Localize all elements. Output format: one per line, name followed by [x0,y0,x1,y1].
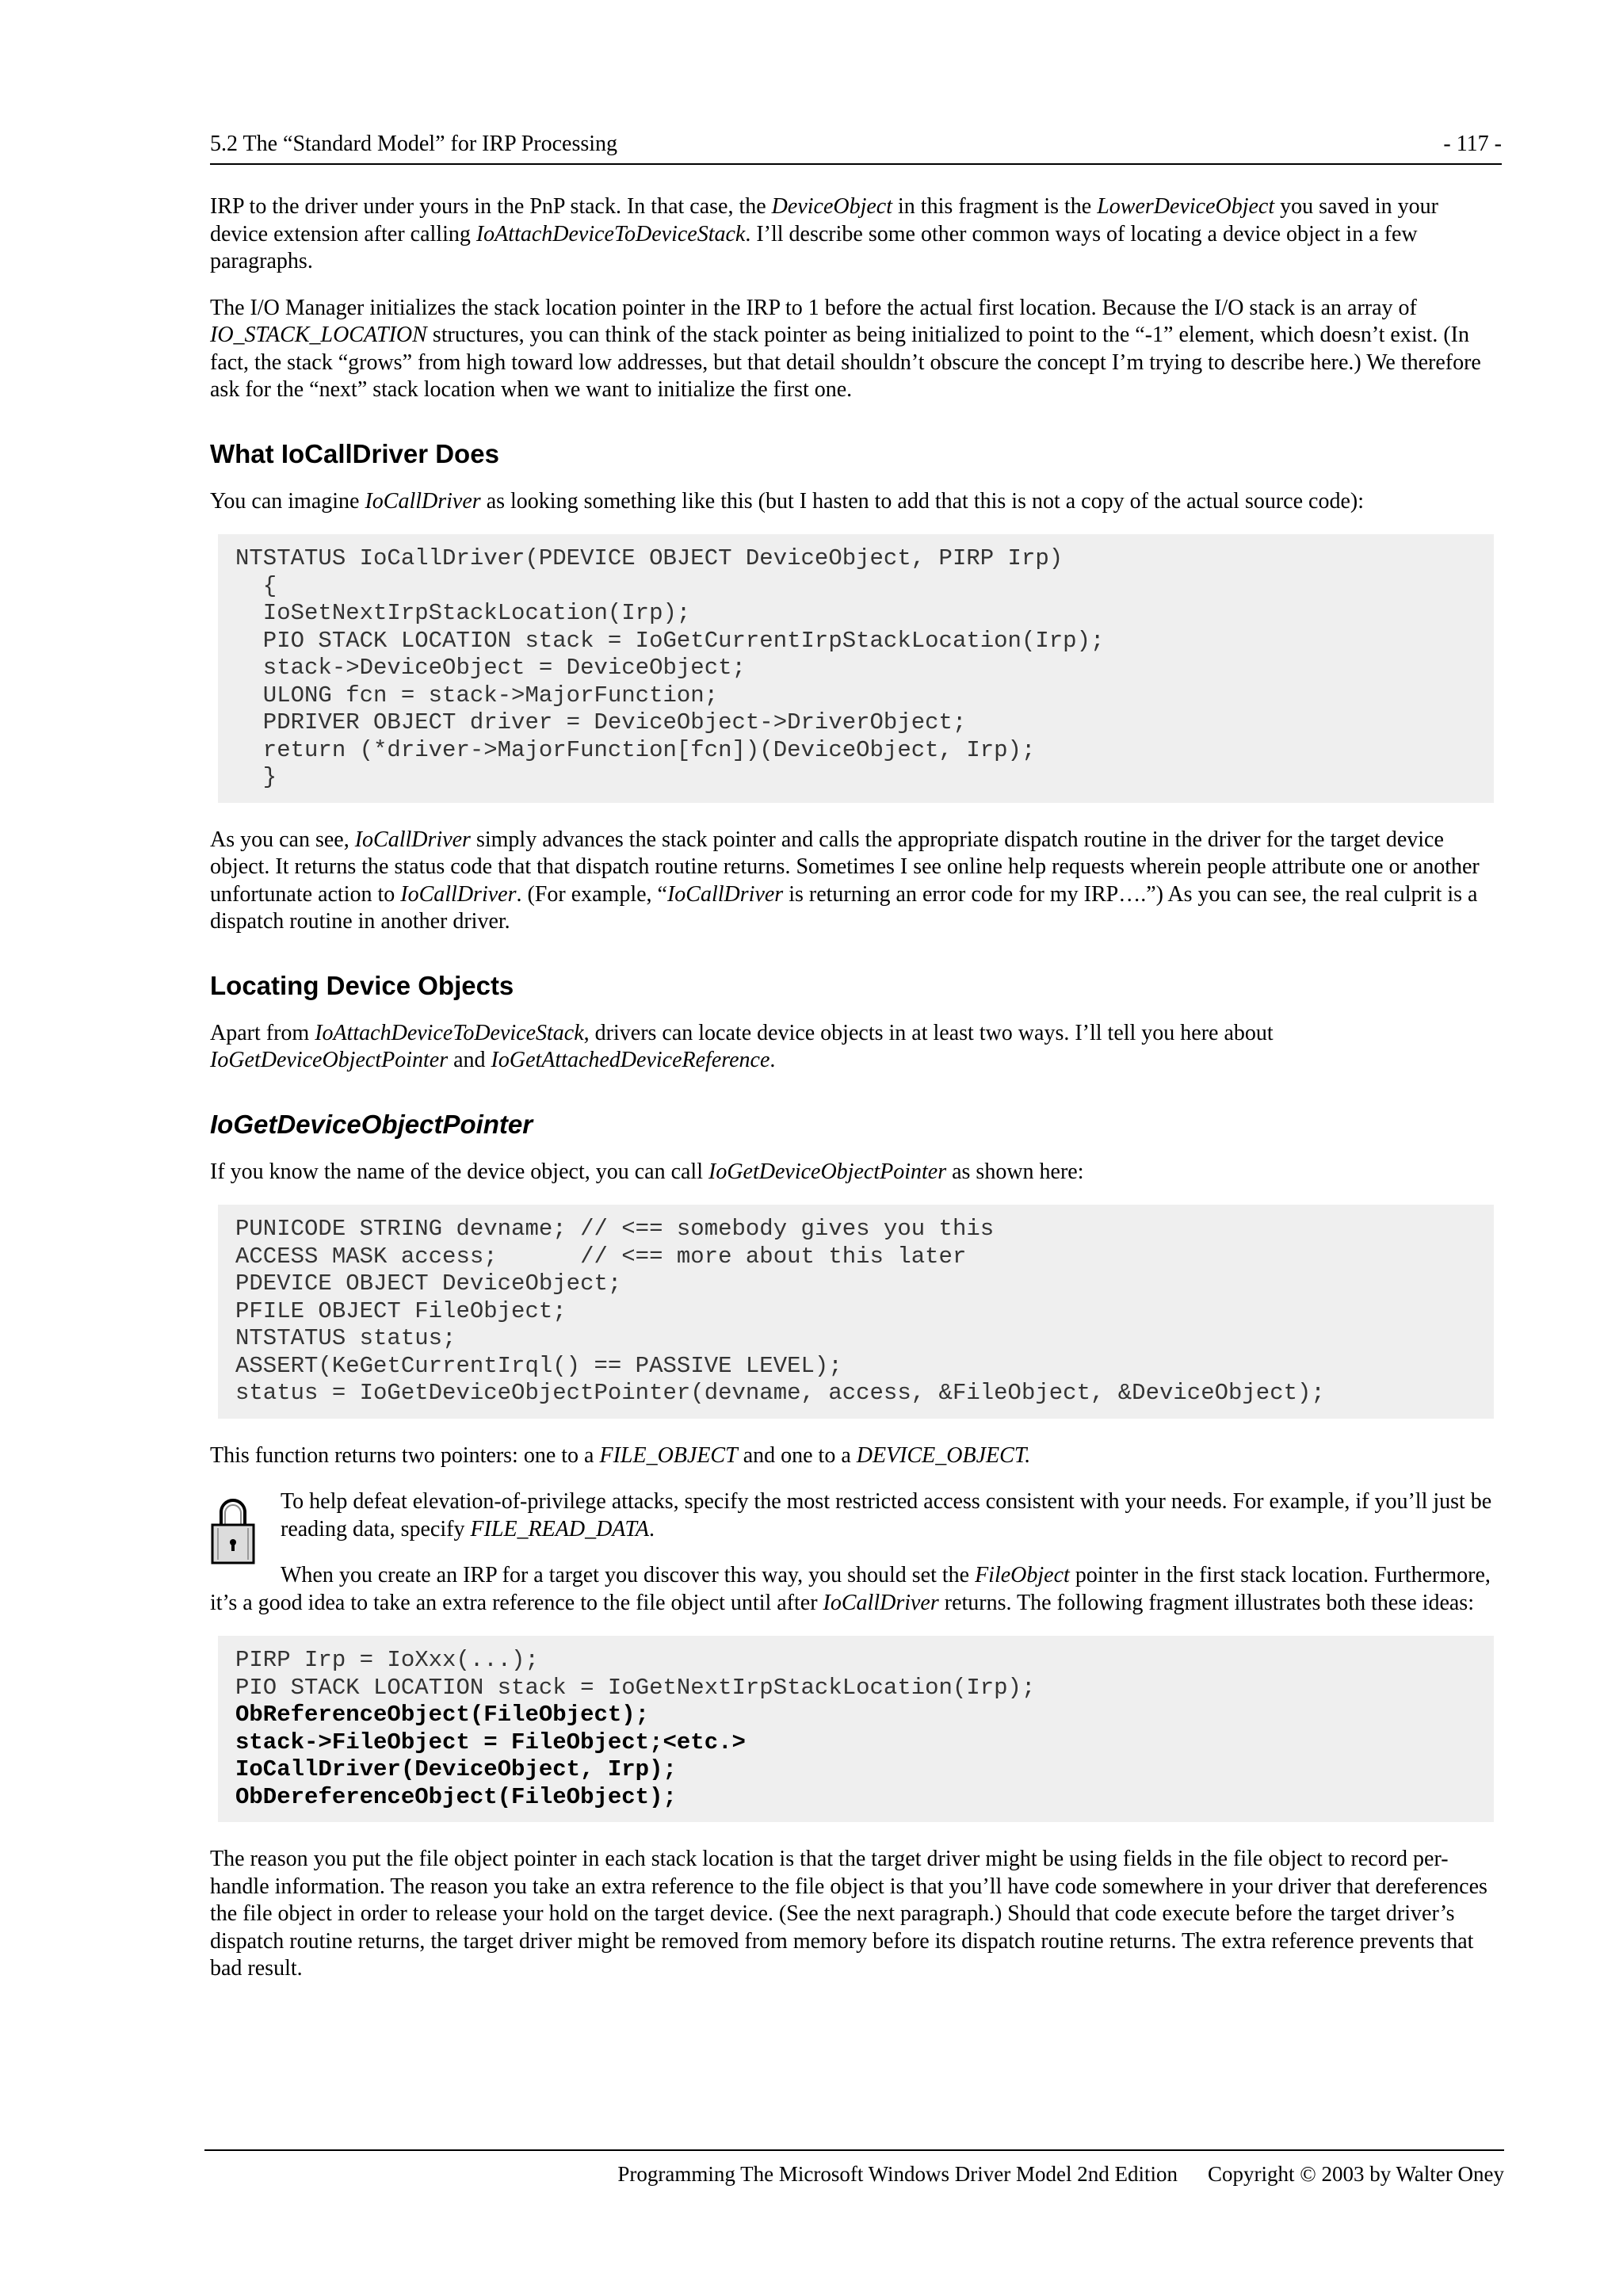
code-line: ObDereferenceObject(FileObject); [235,1783,677,1810]
code-line: PIRP Irp = IoXxx(...); [235,1647,539,1673]
text-run: If you know the name of the device object, you can call [210,1159,708,1184]
text-run: simply advances the stack pointer and calls the appropriate dispatch routine in the driver for the target device object. It returns the status code that that dispatch routine returns. Sometimes I see online help requests wherein people attribute one or another unfortunate action to [210,827,1480,907]
text-run: Apart from [210,1020,315,1045]
paragraph [210,1159,1502,1186]
paragraph [210,1020,1502,1075]
text-run: The I/O Manager initializes the stack location pointer in the IRP to 1 before the actual first location. Because the I/O stack is an array of [210,295,1417,320]
code-line: NTSTATUS status; [235,1325,456,1351]
text-run: as looking something like this (but I hasten to add that this is not a copy of the actual source code): [480,488,1364,514]
code-line: PDEVICE OBJECT DeviceObject; [235,1270,622,1297]
page-header [210,132,1502,165]
code-line: ASSERT(KeGetCurrentIrql() == PASSIVE LEVEL); [235,1352,842,1379]
footer-rule [204,2149,1504,2151]
code-block [218,534,1494,803]
italic-term: IO_STACK_LOCATION [210,323,427,347]
text-run: and [448,1048,491,1072]
italic-term: IoAttachDeviceToDeviceStack [475,221,746,246]
code-line: PIO STACK LOCATION stack = IoGetCurrentIrpStackLocation(Irp); [235,627,1105,654]
code-line: { [235,572,277,599]
italic-term: FileObject [975,1563,1070,1587]
paragraph [210,488,1502,516]
text-run: structures, you can think of the stack pointer as being initialized to point to the “-1” element, which doesn’t exist. (In fact, the stack “grows” from high toward low addresses, but that detail shouldn’t obscure the concept I’m trying to describe here.) We therefore ask for the “next” stack location when we want to initialize the first one. [210,323,1481,402]
italic-term: IoAttachDeviceToDeviceStack [315,1020,584,1045]
code-line: return (*driver->MajorFunction[fcn])(DeviceObject, Irp); [235,736,1036,763]
code-block [218,1636,1494,1822]
text-run: The reason you put the file object pointer in each stack location is that the target driver might be using fields in the file object to record per-handle information. The reason you take an extra reference to the file object is that you’ll have code somewhere in your driver that dereferences the file object in order to release your hold on the target device. (See the next paragraph.) Should that code execute before the target driver’s dispatch routine returns, the target driver might be removed from memory before its dispatch routine returns. The extra reference prevents that bad result. [210,1847,1487,1981]
footer-copyright: Copyright © 2003 by Walter Oney [1207,2162,1504,2186]
text-run: To help defeat elevation-of-privilege attacks, specify the most restricted access consistent with your needs. For example, if you’ll just be reading data, specify [281,1489,1492,1541]
paragraph [210,193,1502,276]
page-footer [587,2162,1504,2187]
code-line: IoSetNextIrpStackLocation(Irp); [235,600,691,626]
italic-term: FILE_READ_DATA [470,1516,649,1541]
italic-term: IoCallDriver [666,881,784,907]
paragraph [210,1562,1502,1617]
code-line: ObReferenceObject(FileObject); [235,1702,650,1728]
code-block [218,1205,1494,1419]
header-section-title: 5.2 The “Standard Model” for IRP Processing [210,132,618,156]
code-line: IoCallDriver(DeviceObject, Irp); [235,1756,677,1782]
italic-term: LowerDeviceObject [1097,194,1275,219]
code-line: NTSTATUS IoCallDriver(PDEVICE OBJECT DeviceObject, PIRP Irp) [235,545,1064,571]
code-line: PUNICODE STRING devname; // <== somebody gives you this [235,1216,995,1242]
code-line: stack->DeviceObject = DeviceObject; [235,655,746,681]
text-run: you saved in your device extension after calling [210,194,1438,246]
italic-term: IoCallDriver [365,488,481,514]
code-line: PFILE OBJECT FileObject; [235,1297,567,1324]
text-run: This function returns two pointers: one to a [210,1442,600,1468]
paragraph [210,295,1502,404]
text-run: . (For example, “ [516,881,667,907]
text-run: , drivers can locate device objects in at least two ways. I’ll tell you here about [583,1020,1274,1045]
text-run: returns. The following fragment illustrates both these ideas: [938,1590,1474,1615]
italic-term: FILE_OBJECT [599,1442,738,1468]
italic-term: IoCallDriver [354,827,471,852]
italic-term: IoCallDriver [823,1590,939,1615]
code-line: } [235,764,277,790]
code-line: PDRIVER OBJECT driver = DeviceObject->DriverObject; [235,709,967,735]
padlock-icon [210,1493,256,1566]
text-run: When you create an IRP for a target you discover this way, you should set the [281,1563,976,1587]
italic-term: IoCallDriver [400,881,517,907]
header-page-number: - 117 - [1443,132,1502,156]
italic-term: IoGetAttachedDeviceReference [491,1048,770,1072]
code-line: ACCESS MASK access; // <== more about this later [235,1243,967,1270]
note-text [281,1488,1502,1543]
text-run: as shown here: [946,1159,1084,1184]
footer-book-title: Programming The Microsoft Windows Driver Model 2nd Edition [617,2162,1178,2186]
text-run: and one to a [737,1442,857,1468]
text-run: in this fragment is the [892,194,1098,219]
subsection-heading: IoGetDeviceObjectPointer [210,1109,533,1139]
section-heading: What IoCallDriver Does [210,438,499,468]
code-line: stack->FileObject = FileObject;<etc.> [235,1729,746,1755]
paragraph [210,1846,1502,1983]
text-run: You can imagine [210,488,365,514]
text-run: As you can see, [210,827,355,852]
paragraph [210,827,1502,936]
text-run: . I’ll describe some other common ways of locating a device object in a few paragraphs. [210,221,1418,273]
code-line: status = IoGetDeviceObjectPointer(devname, access, &FileObject, &DeviceObject); [235,1380,1325,1406]
italic-term: DEVICE_OBJECT. [856,1442,1031,1468]
security-note [210,1488,1502,1543]
code-line: ULONG fcn = stack->MajorFunction; [235,682,719,709]
text-run: . [648,1516,655,1541]
italic-term: IoGetDeviceObjectPointer [708,1159,947,1184]
paragraph [210,1442,1502,1470]
italic-term: DeviceObject [771,194,893,219]
code-line: PIO STACK LOCATION stack = IoGetNextIrpStackLocation(Irp); [235,1674,1036,1701]
text-run: pointer in the first stack location. Furthermore, it’s a good idea to take an extra reference to the file object until after [210,1563,1491,1615]
text-run: IRP to the driver under yours in the PnP stack. In that case, the [210,194,772,219]
text-run: is returning an error code for my IRP….”) As you can see, the real culprit is a dispatch routine in another driver. [210,881,1478,934]
italic-term: IoGetDeviceObjectPointer [210,1048,449,1072]
text-run: . [769,1048,776,1072]
section-heading: Locating Device Objects [210,970,514,1000]
page-body [210,193,1502,2002]
